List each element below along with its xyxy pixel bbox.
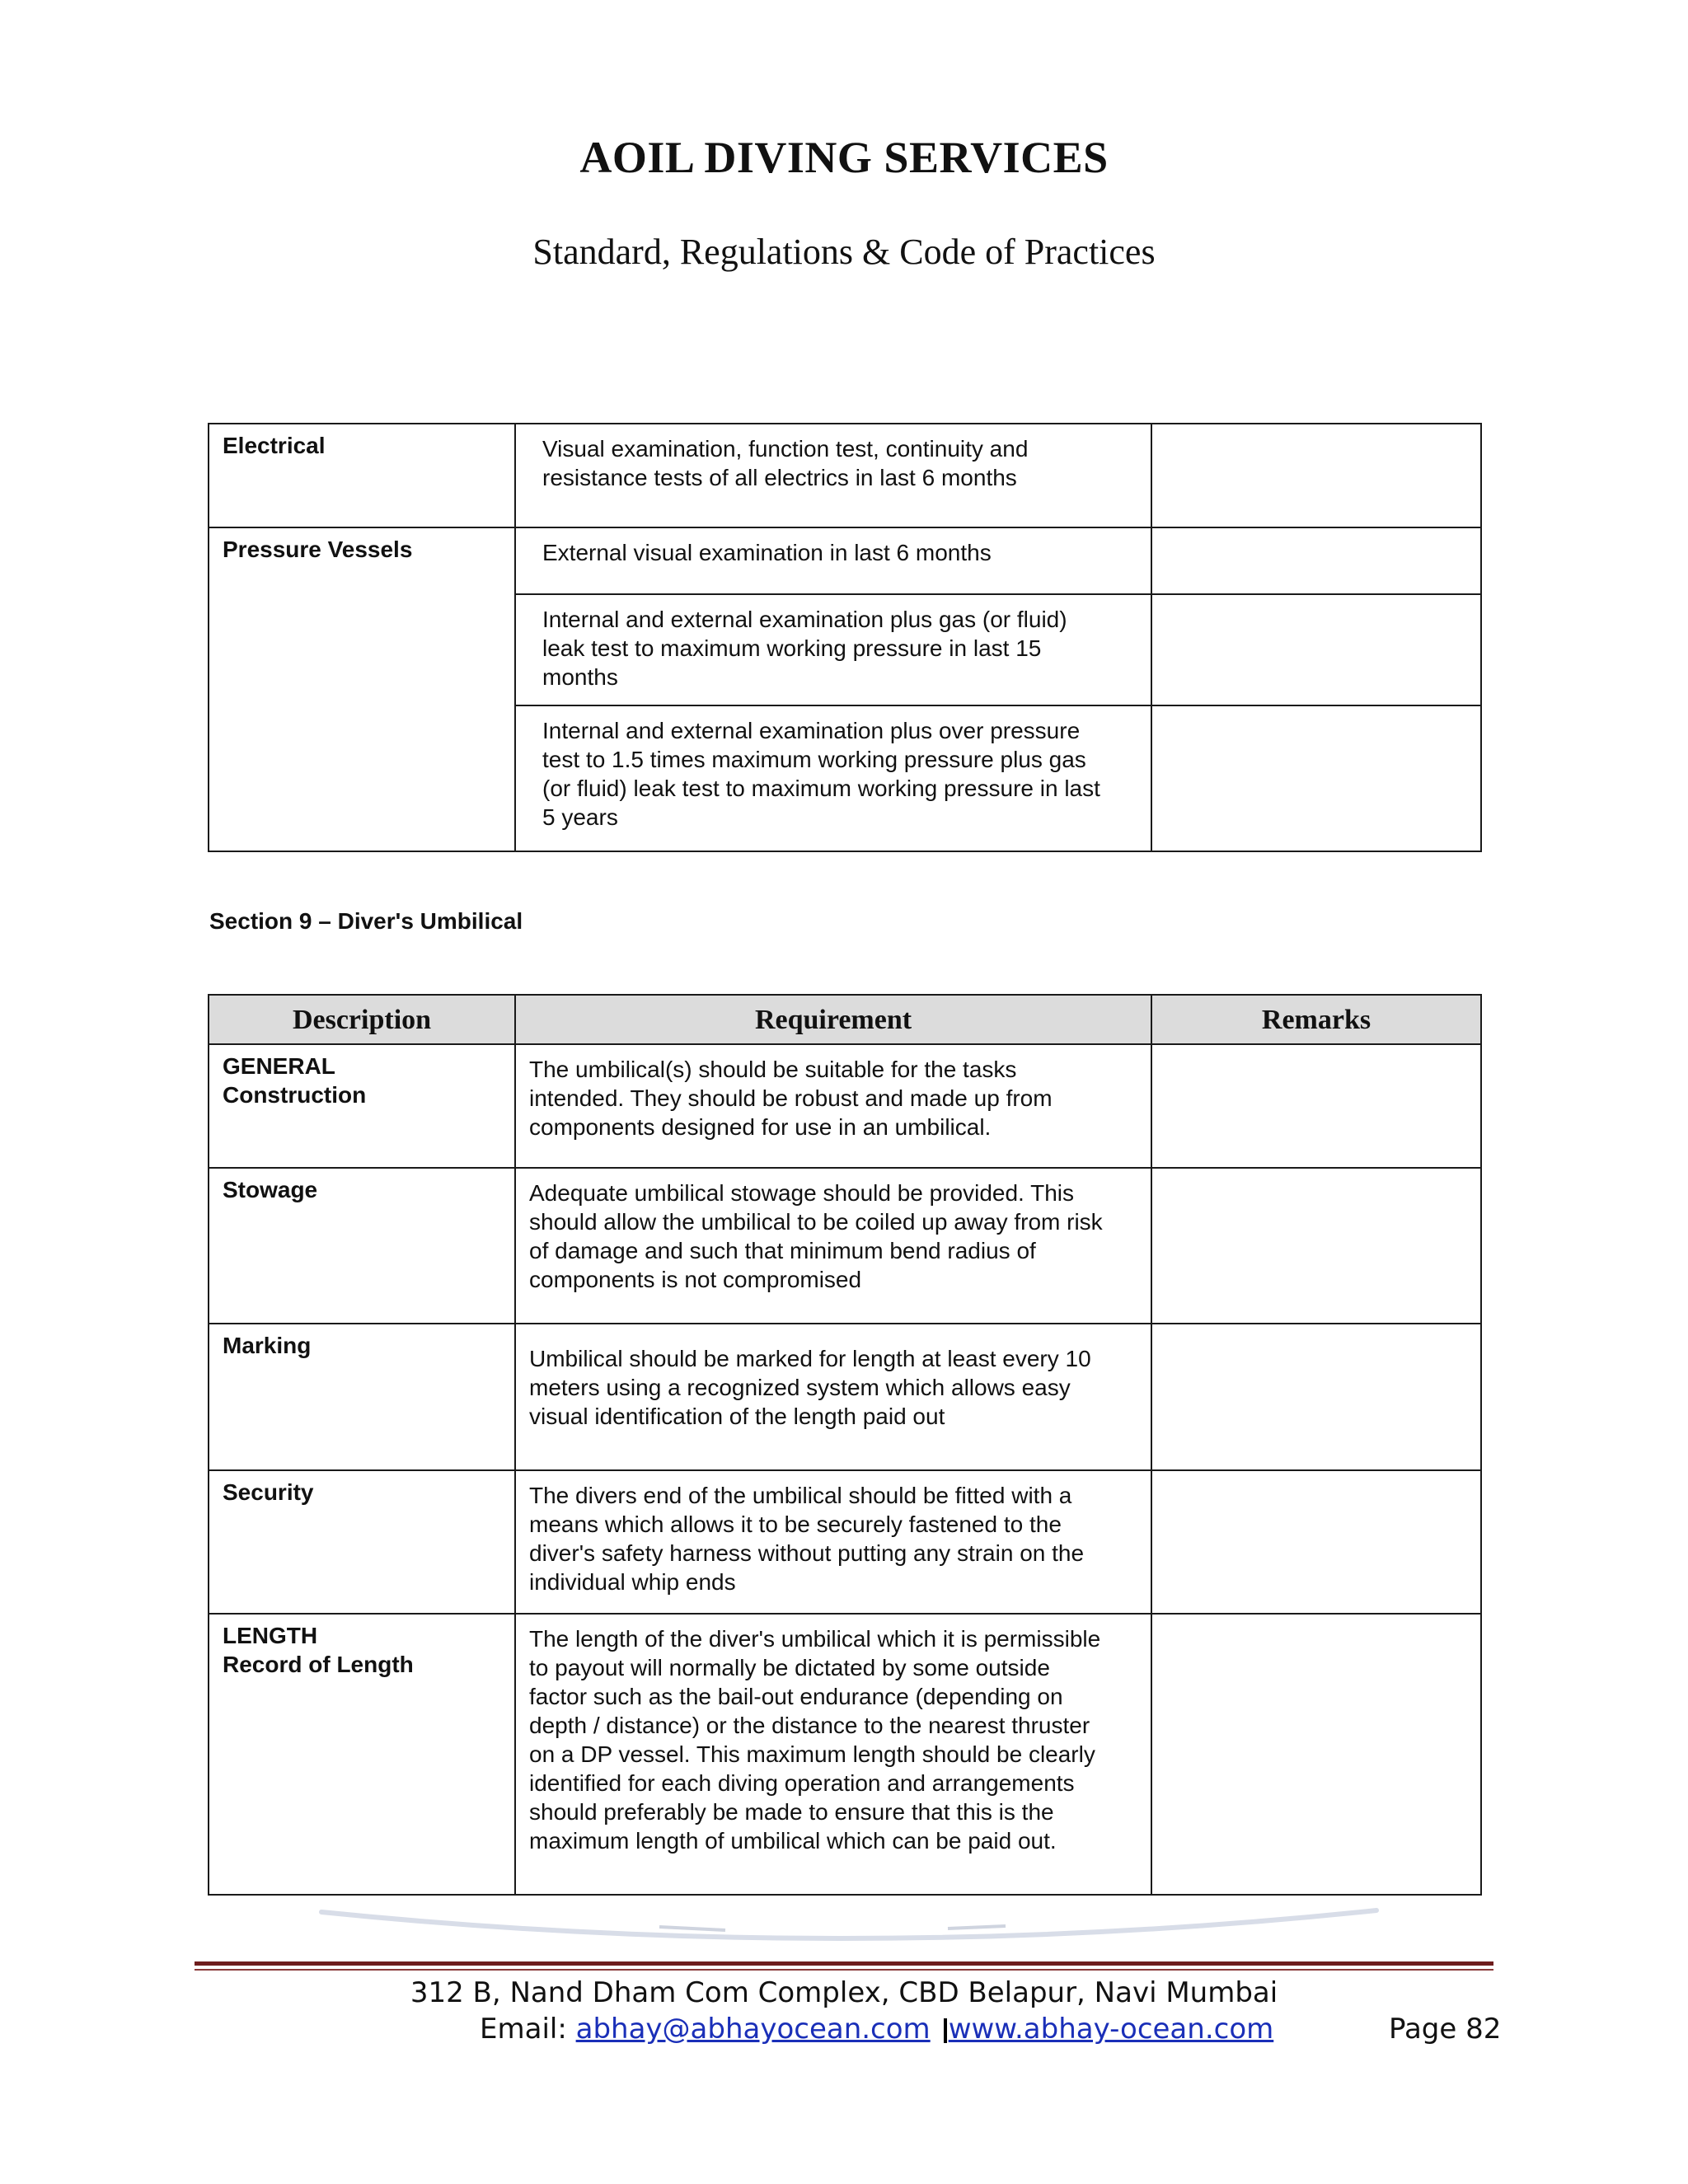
table-row — [209, 527, 1481, 594]
requirement-cell — [515, 1470, 1151, 1614]
requirement-line: leak test to maximum working pressure in last 15 — [542, 635, 1042, 661]
description-cell — [209, 1044, 515, 1168]
remarks-cell — [1151, 1324, 1481, 1470]
column-header-requirement: Requirement — [515, 995, 1151, 1044]
email-link[interactable]: abhay@abhayocean.com — [575, 2013, 931, 2046]
requirement-line: 5 years — [542, 804, 618, 830]
table-row — [209, 1044, 1481, 1168]
footer-contact — [480, 2013, 1273, 2046]
description-label: Record of Length — [223, 1652, 414, 1677]
remarks-cell — [1151, 527, 1481, 594]
requirement-line: Internal and external examination plus gas (or fluid) — [542, 607, 1067, 632]
table-row — [209, 1470, 1481, 1614]
requirement-line: on a DP vessel. This maximum length should be clearly — [529, 1741, 1095, 1767]
table-row — [209, 1614, 1481, 1895]
requirement-line: intended. They should be robust and made up from — [529, 1085, 1053, 1111]
requirement-line: The umbilical(s) should be suitable for the tasks — [529, 1057, 1017, 1082]
description-cell — [209, 1614, 515, 1895]
remarks-cell — [1151, 1614, 1481, 1895]
description-cell — [209, 1168, 515, 1324]
requirement-cell — [515, 1614, 1151, 1895]
description-label: Electrical — [223, 433, 326, 458]
footer-address: 312 B, Nand Dham Com Complex, CBD Belapur, Navi Mumbai — [410, 1976, 1278, 2009]
requirement-line: Visual examination, function test, continuity and — [542, 436, 1029, 462]
description-cell — [209, 1470, 515, 1614]
requirement-line: months — [542, 664, 618, 690]
description-cell — [209, 424, 515, 527]
requirement-line: means which allows it to be securely fastened to the — [529, 1511, 1062, 1537]
website-link[interactable]: www.abhay-ocean.com — [948, 2013, 1274, 2046]
requirement-cell — [515, 1044, 1151, 1168]
table-row — [209, 424, 1481, 527]
requirement-line: The length of the diver's umbilical which it is permissible — [529, 1626, 1101, 1652]
requirement-line: identified for each diving operation and arrangements — [529, 1770, 1075, 1796]
umbilical-inspection-table — [208, 994, 1482, 1896]
requirement-cell — [515, 1324, 1151, 1470]
table-row — [209, 1168, 1481, 1324]
requirement-line: visual identification of the length paid out — [529, 1404, 945, 1429]
requirement-line: should allow the umbilical to be coiled up away from risk — [529, 1209, 1103, 1235]
requirement-line: components designed for use in an umbilical. — [529, 1114, 992, 1140]
requirement-cell — [515, 705, 1151, 851]
section-heading: Section 9 – Diver's Umbilical — [209, 908, 523, 934]
requirement-line: The divers end of the umbilical should be fitted with a — [529, 1483, 1072, 1508]
remarks-cell — [1151, 594, 1481, 705]
requirement-line: individual whip ends — [529, 1569, 736, 1595]
description-label: Marking — [223, 1333, 312, 1358]
description-label: Pressure Vessels — [223, 537, 413, 562]
requirement-line: components is not compromised — [529, 1267, 862, 1292]
requirement-line: Umbilical should be marked for length at least every 10 — [529, 1346, 1091, 1371]
requirement-line: (or fluid) leak test to maximum working pressure in last — [542, 776, 1100, 801]
requirement-line: test to 1.5 times maximum working pressure plus gas — [542, 747, 1086, 772]
requirement-line: External visual examination in last 6 months — [542, 540, 992, 565]
description-label: Construction — [223, 1082, 367, 1108]
requirement-cell — [515, 594, 1151, 705]
requirement-line: meters using a recognized system which allows easy — [529, 1375, 1071, 1400]
description-label: Stowage — [223, 1177, 318, 1202]
requirement-line: should preferably be made to ensure that this is the — [529, 1799, 1054, 1825]
column-header-remarks: Remarks — [1151, 995, 1481, 1044]
requirement-line: of damage and such that minimum bend radius of — [529, 1238, 1036, 1263]
inspection-table-electrical-pressure — [208, 423, 1482, 852]
requirement-cell — [515, 424, 1151, 527]
decorative-swoosh — [313, 1904, 1385, 1970]
requirement-line: to payout will normally be dictated by some outside — [529, 1655, 1050, 1680]
requirement-line: Internal and external examination plus over pressure — [542, 718, 1081, 743]
requirement-cell — [515, 527, 1151, 594]
document-subtitle: Standard, Regulations & Code of Practices — [532, 232, 1156, 272]
document-title: AOIL DIVING SERVICES — [579, 133, 1109, 182]
table-row — [209, 1324, 1481, 1470]
requirement-cell — [515, 1168, 1151, 1324]
page-number: Page 82 — [1389, 2013, 1502, 2046]
requirement-line: depth / distance) or the distance to the nearest thruster — [529, 1713, 1090, 1738]
footer-rule-thin — [195, 1969, 1493, 1971]
description-cell — [209, 1324, 515, 1470]
remarks-cell — [1151, 1044, 1481, 1168]
column-header-description: Description — [209, 995, 515, 1044]
description-label: GENERAL — [223, 1053, 335, 1079]
requirement-line: Adequate umbilical stowage should be provided. This — [529, 1180, 1075, 1206]
remarks-cell — [1151, 1470, 1481, 1614]
requirement-line: diver's safety harness without putting any strain on the — [529, 1540, 1085, 1566]
description-label: LENGTH — [223, 1623, 318, 1648]
email-label: Email: — [480, 2013, 567, 2046]
remarks-cell — [1151, 1168, 1481, 1324]
footer-rule — [195, 1961, 1493, 1966]
description-cell — [209, 527, 515, 851]
table-header-row — [209, 995, 1481, 1044]
requirement-line: factor such as the bail-out endurance (depending on — [529, 1684, 1063, 1709]
remarks-cell — [1151, 424, 1481, 527]
remarks-cell — [1151, 705, 1481, 851]
text-cursor — [944, 2018, 947, 2043]
requirement-line: resistance tests of all electrics in last 6 months — [542, 465, 1017, 490]
requirement-line: maximum length of umbilical which can be paid out. — [529, 1828, 1057, 1854]
description-label: Security — [223, 1479, 314, 1505]
